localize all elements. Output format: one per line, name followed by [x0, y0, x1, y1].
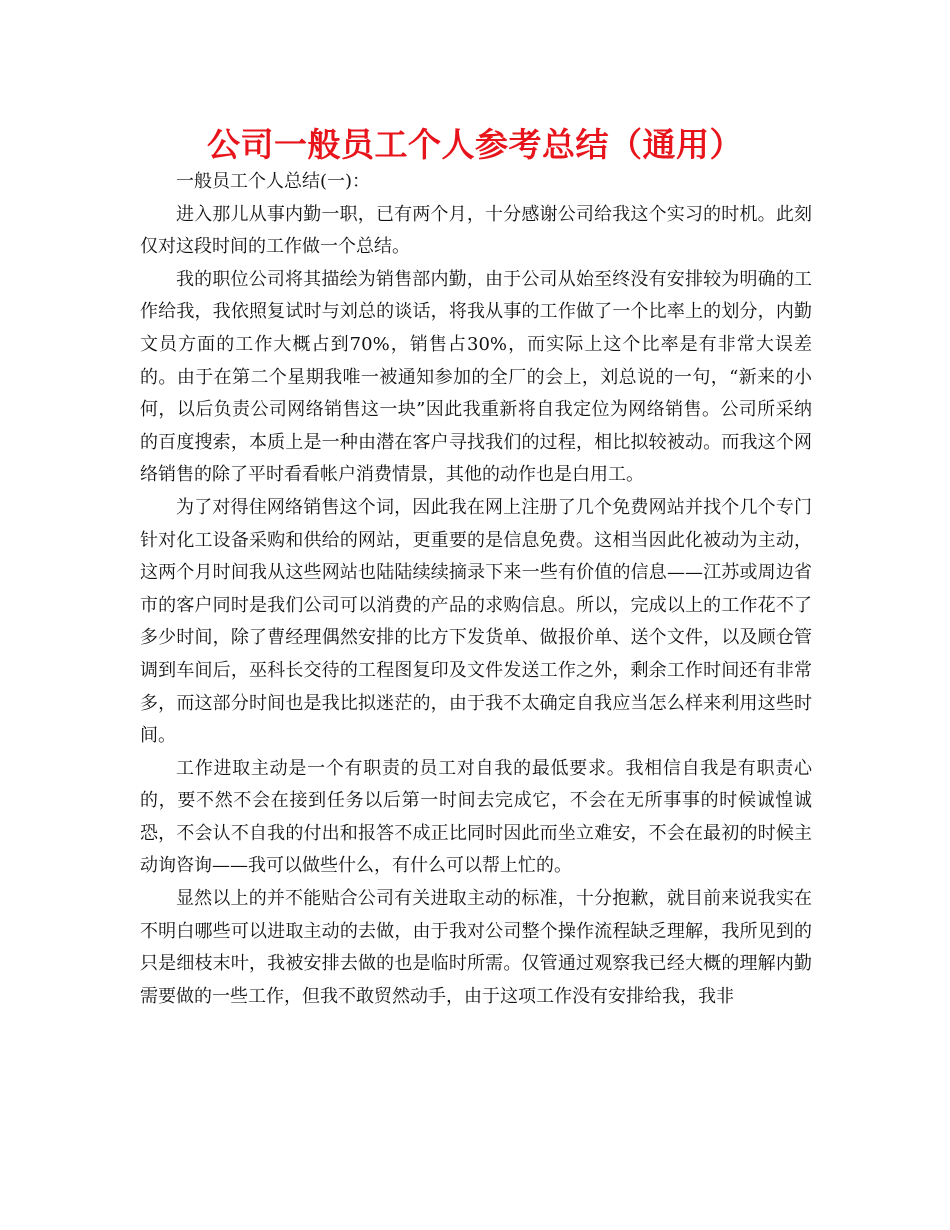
document-title: 公司一般员工个人参考总结（通用）	[207, 125, 743, 164]
paragraph-3: 为了对得住网络销售这个词，因此我在网上注册了几个免费网站并找个几个专门针对化工设备采购和供给的网站，更重要的是信息免费。这相当因此化被动为主动，这两个月时间我从这些网站也陆陆续续摘录下来一些有价值的信息——江苏或周边省市的客户同时是我们公司可以消费的产品的求购信息。所以，完成以上的工作花不了多少时间，除了曹经理偶然安排的比方下发货单、做报价单、送个文件，以及顾仓管调到车间后，巫科长交待的工程图复印及文件发送工作之外，剩余工作时间还有非常多，而这部分时间也是我比拟迷茫的，由于我不太确定自我应当怎么样来利用这些时间。	[140, 496, 812, 747]
paragraph-5: 显然以上的并不能贴合公司有关进取主动的标准，十分抱歉，就目前来说我实在不明白哪些可以进取主动的去做，由于我对公司整个操作流程缺乏理解，我所见到的只是细枝末叶，我被安排去做的也是临时所需。仅管通过观察我已经大概的理解内勤需要做的一些工作，但我不敢贸然动手，由于这项工作没有安排给我，我非	[140, 888, 812, 1007]
paragraph-1: 进入那儿从事内勤一职，已有两个月，十分感谢公司给我这个实习的时机。此刻仅对这段时间的工作做一个总结。	[140, 203, 812, 258]
paragraph-2: 我的职位公司将其描绘为销售部内勤，由于公司从始至终没有安排较为明确的工作给我，我依照复试时与刘总的谈话，将我从事的工作做了一个比率上的划分，内勤文员方面的工作大概占到70%，销售占30%，而实际上这个比率是有非常大误差的。由于在第二个星期我唯一被通知参加的全厂的会上，刘总说的一句，“新来的小何，以后负责公司网络销售这一块”因此我重新将自我定位为网络销售。公司所采纳的百度搜索，本质上是一种由潜在客户寻找我们的过程，相比拟较被动。而我这个网络销售的除了平时看看帐户消费情景，其他的动作也是白用工。	[140, 268, 812, 486]
paragraph-4: 工作进取主动是一个有职责的员工对自我的最低要求。我相信自我是有职责心的，要不然不会在接到任务以后第一时间去完成它，不会在无所事事的时候诚惶诚恐，不会认不自我的付出和报答不成正比同时因此而坐立难安，不会在最初的时候主动询咨询——我可以做些什么，有什么可以帮上忙的。	[140, 757, 812, 877]
section-subtitle: 一般员工个人总结(一)：	[176, 171, 371, 192]
document-body	[140, 166, 812, 1013]
